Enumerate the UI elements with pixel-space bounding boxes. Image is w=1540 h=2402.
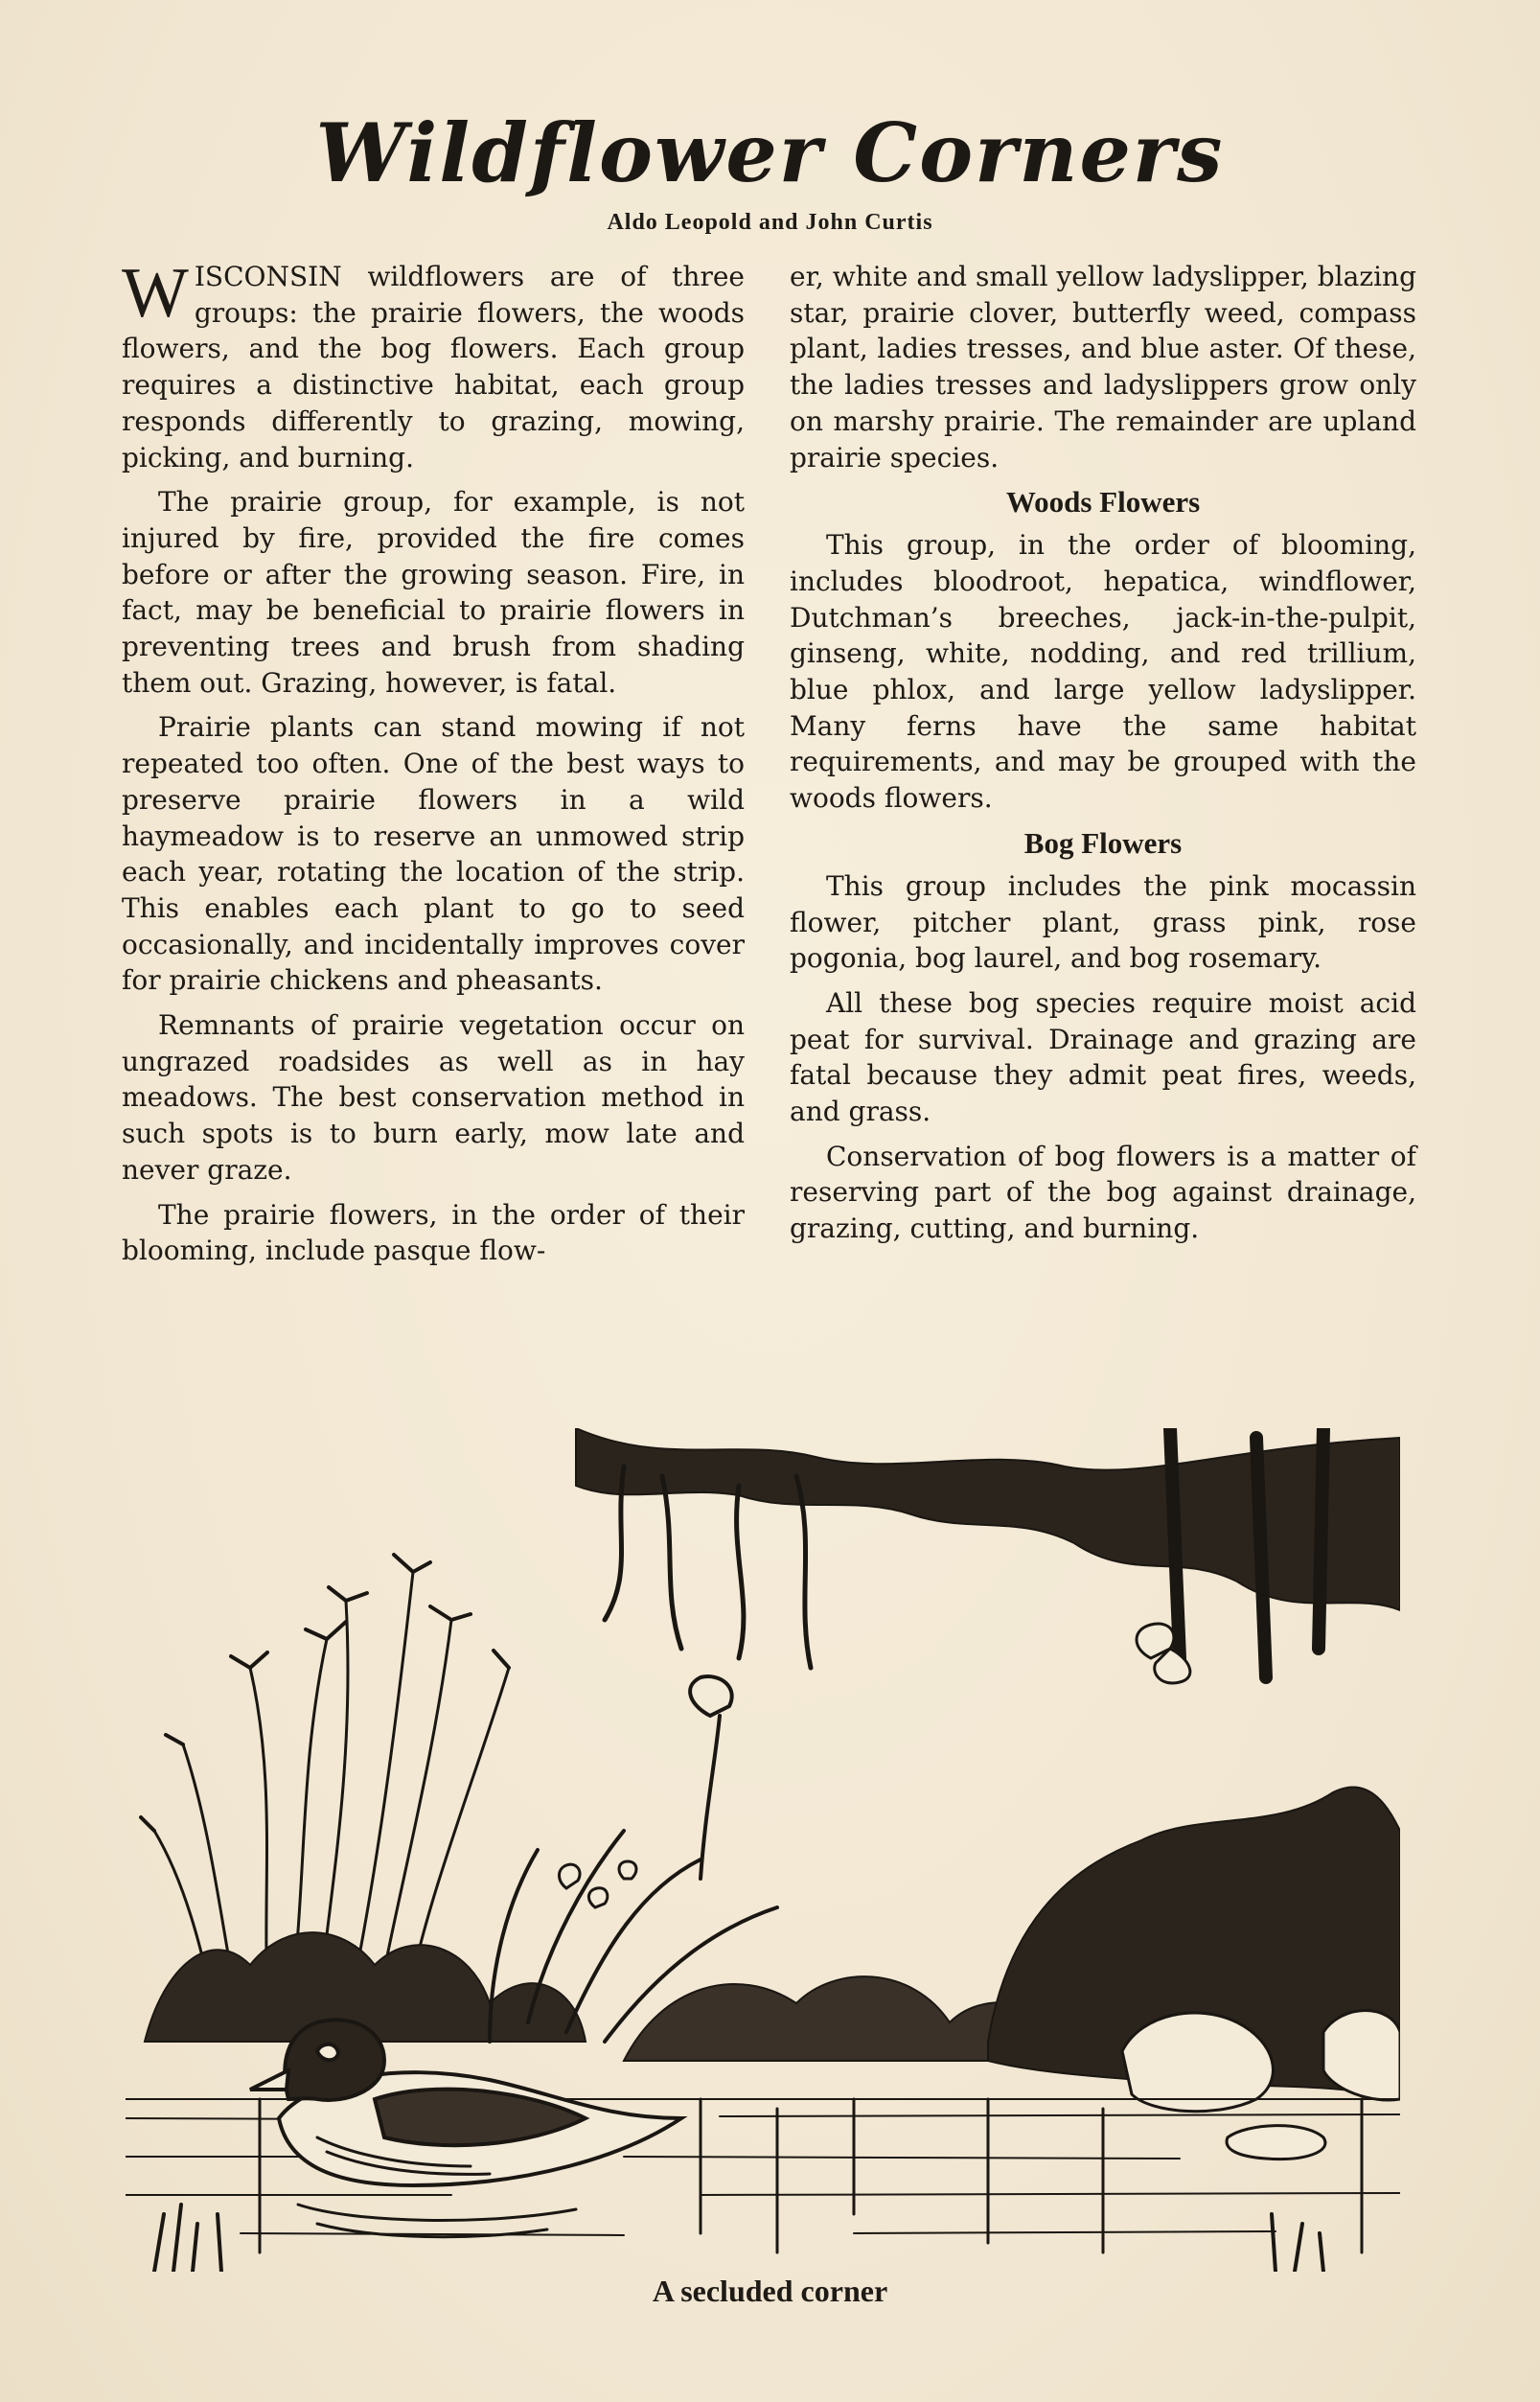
- paragraph-bog-conservation: Conservation of bog flowers is a matter of reserving part of the bog against drainage, grazing, cutting, and burning.: [790, 1140, 1416, 1245]
- intro-text: ISCONSIN wildflowers are of three groups: the prairie flowers, the woods flowers, and the bog flowers. Each group requires a distinctive habitat, each group responds differently to grazing, mowing, picking, and burning.: [122, 261, 745, 473]
- bog-flowers-heading: Bog Flowers: [1023, 825, 1183, 860]
- duck-eye-ring: [317, 2044, 338, 2061]
- foreground-reeds: [154, 2205, 1323, 2272]
- duck-reflection: [298, 2205, 576, 2237]
- pond-illustration: [126, 1428, 1400, 2272]
- left-column: [122, 254, 745, 1278]
- duck-bill: [250, 2070, 288, 2090]
- paragraph-fire: The prairie group, for example, is not injured by fire, provided the fire comes before or after the growing season. Fire, in fact, may be beneficial to prairie flowers in preventing trees and brush from shading them out. Grazing, however, is fatal.: [122, 486, 745, 699]
- paragraph-prairie-list: The prairie flowers, in the order of their blooming, include pasque flow-: [122, 1198, 745, 1267]
- article-title: Wildflower Corners: [315, 105, 1225, 200]
- paragraph-bog-requirements: All these bog species require moist acid peat for survival. Drainage and grazing are fatal because they admit peat fires, weeds, and grass.: [790, 986, 1416, 1128]
- woods-flowers-heading: Woods Flowers: [1005, 485, 1201, 520]
- rock-small: [1227, 2126, 1325, 2159]
- illustration-caption: A secluded corner: [652, 2274, 888, 2308]
- paragraph-bog-species: This group includes the pink mocassin flower, pitcher plant, grass pink, rose pogonia, bog laurel, and bog rosemary.: [790, 869, 1416, 975]
- ink-drawing: [126, 1428, 1400, 2272]
- paragraph-remnants: Remnants of prairie vegetation occur on ungrazed roadsides as well as in hay meadows. The best conservation method in such spots is to burn early, mow late and never graze.: [122, 1009, 745, 1186]
- right-column: [790, 259, 1416, 1256]
- article-byline: Aldo Leopold and John Curtis: [607, 210, 933, 235]
- intro-paragraph: [122, 254, 745, 475]
- paragraph-mowing: Prairie plants can stand mowing if not repeated too often. One of the best ways to preserve prairie flowers in a wild haymeadow is to reserve an unmowed strip each year, rotating the location of the strip. This enables each plant to go to seed occasionally, and incidentally improves cover for prairie chickens and pheasants.: [122, 711, 745, 997]
- drop-cap: W: [122, 254, 189, 333]
- wood-duck-drawing: [250, 2020, 681, 2236]
- paragraph-prairie-list-cont: er, white and small yellow ladyslipper, blazing star, prairie clover, butterfly weed, compass plant, ladies tresses, and blue aster. Of these, the ladies tresses and ladyslippers grow only on marshy prairie. The remainder are upland prairie species.: [790, 261, 1416, 473]
- paragraph-woods: This group, in the order of blooming, includes bloodroot, hepatica, windflower, Dutchman’s breeches, jack-in-the-pulpit, ginseng, white, nodding, and red trillium, blue phlox, and large yellow ladyslipper. Many ferns have the same habitat requirements, and may be grouped with the woods flowers.: [790, 529, 1416, 815]
- jack-in-the-pulpit: [690, 1676, 732, 1879]
- tree-canopy: [576, 1428, 1400, 1610]
